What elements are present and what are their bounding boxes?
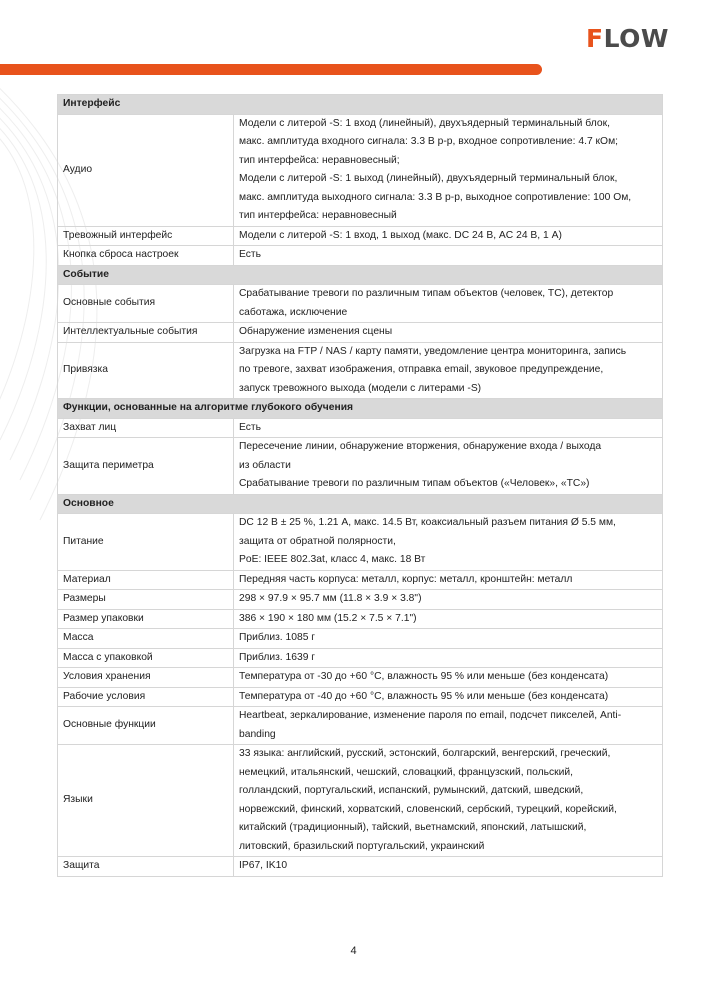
spec-value: IP67, IK10: [234, 857, 663, 877]
table-row: [58, 590, 663, 610]
spec-value: Загрузка на FTP / NAS / карту памяти, уведомление центра мониторинга, запись по тревоге, захват изображения, отправка email, звуковое предупреждение, запуск тревожного выхода (модели с литерами -S): [234, 342, 663, 399]
spec-value: 298 × 97.9 × 95.7 мм (11.8 × 3.9 × 3.8"): [234, 590, 663, 610]
spec-value: DC 12 В ± 25 %, 1.21 А, макс. 14.5 Вт, коаксиальный разъем питания Ø 5.5 мм, защита от обратной полярности, PoE: IEEE 802.3at, класс 4, макс. 18 Вт: [234, 514, 663, 571]
table-row: [58, 629, 663, 649]
table-row: [58, 246, 663, 266]
spec-value: 33 языка: английский, русский, эстонский, болгарский, венгерский, греческий, немецкий, итальянский, чешский, словацкий, французский, польский, голландский, португальский, испанский, румынский, датский, шведский, норвежский, финский, хорватский, словенский, сербский, турецкий, корейский, китайский (традиционный), тайский, вьетнамский, японский, латышский, литовский, бразильский португальский, украинский: [234, 745, 663, 857]
spec-label: Интеллектуальные события: [58, 323, 234, 343]
spec-label: Аудио: [58, 114, 234, 226]
section-header: [58, 95, 663, 115]
spec-value: Температура от -40 до +60 °C, влажность 95 % или меньше (без конденсата): [234, 687, 663, 707]
spec-value: Приблиз. 1639 г: [234, 648, 663, 668]
table-row: [58, 226, 663, 246]
spec-value: Модели с литерой -S: 1 вход, 1 выход (макс. DC 24 В, AC 24 В, 1 А): [234, 226, 663, 246]
section-header: [58, 399, 663, 419]
spec-label: Основные функции: [58, 707, 234, 745]
table-row: [58, 707, 663, 745]
section-title: Функции, основанные на алгоритме глубокого обучения: [58, 399, 663, 419]
section-header: [58, 265, 663, 285]
spec-value: Пересечение линии, обнаружение вторжения, обнаружение входа / выхода из области Срабатывание тревоги по различным типам объектов («Человек», «ТС»): [234, 438, 663, 495]
table-row: [58, 570, 663, 590]
specifications-table: [57, 94, 663, 877]
spec-label: Материал: [58, 570, 234, 590]
table-row: [58, 687, 663, 707]
spec-label: Защита периметра: [58, 438, 234, 495]
spec-label: Условия хранения: [58, 668, 234, 688]
spec-label: Основные события: [58, 285, 234, 323]
spec-value: Модели с литерой -S: 1 вход (линейный), двухъядерный терминальный блок, макс. амплитуда входного сигнала: 3.3 В p-p, входное сопротивление: 4.7 кОм; тип интерфейса: неравновесный; Модели с литерой -S: 1 выход (линейный), двухъядерный терминальный блок, макс. амплитуда выходного сигнала: 3.3 В p-p, выходное сопротивление: 100 Ом, тип интерфейса: неравновесный: [234, 114, 663, 226]
spec-value: Передняя часть корпуса: металл, корпус: металл, кронштейн: металл: [234, 570, 663, 590]
spec-label: Тревожный интерфейс: [58, 226, 234, 246]
table-row: [58, 438, 663, 495]
spec-value: Есть: [234, 246, 663, 266]
header-accent-bar: [0, 64, 542, 75]
table-row: [58, 514, 663, 571]
table-row: [58, 285, 663, 323]
spec-label: Масса: [58, 629, 234, 649]
table-row: [58, 745, 663, 857]
table-row: [58, 857, 663, 877]
spec-value: Срабатывание тревоги по различным типам объектов (человек, ТС), детектор саботажа, исключение: [234, 285, 663, 323]
section-title: Основное: [58, 494, 663, 514]
spec-label: Защита: [58, 857, 234, 877]
spec-label: Питание: [58, 514, 234, 571]
spec-label: Захват лиц: [58, 418, 234, 438]
table-row: [58, 648, 663, 668]
spec-value: 386 × 190 × 180 мм (15.2 × 7.5 × 7.1"): [234, 609, 663, 629]
spec-label: Размеры: [58, 590, 234, 610]
spec-value: Приблиз. 1085 г: [234, 629, 663, 649]
flow-logo: FLOW: [586, 24, 669, 53]
table-row: [58, 114, 663, 226]
table-row: [58, 609, 663, 629]
spec-label: Кнопка сброса настроек: [58, 246, 234, 266]
spec-value: Heartbeat, зеркалирование, изменение пароля по email, подсчет пикселей, Anti- banding: [234, 707, 663, 745]
section-header: [58, 494, 663, 514]
spec-label: Масса с упаковкой: [58, 648, 234, 668]
spec-label: Рабочие условия: [58, 687, 234, 707]
table-row: [58, 418, 663, 438]
section-title: Интерфейс: [58, 95, 663, 115]
spec-value: Обнаружение изменения сцены: [234, 323, 663, 343]
spec-label: Языки: [58, 745, 234, 857]
spec-value: Есть: [234, 418, 663, 438]
table-row: [58, 323, 663, 343]
spec-label: Привязка: [58, 342, 234, 399]
table-row: [58, 668, 663, 688]
section-title: Событие: [58, 265, 663, 285]
page-number: 4: [350, 945, 357, 957]
spec-value: Температура от -30 до +60 °C, влажность 95 % или меньше (без конденсата): [234, 668, 663, 688]
spec-label: Размер упаковки: [58, 609, 234, 629]
table-row: [58, 342, 663, 399]
